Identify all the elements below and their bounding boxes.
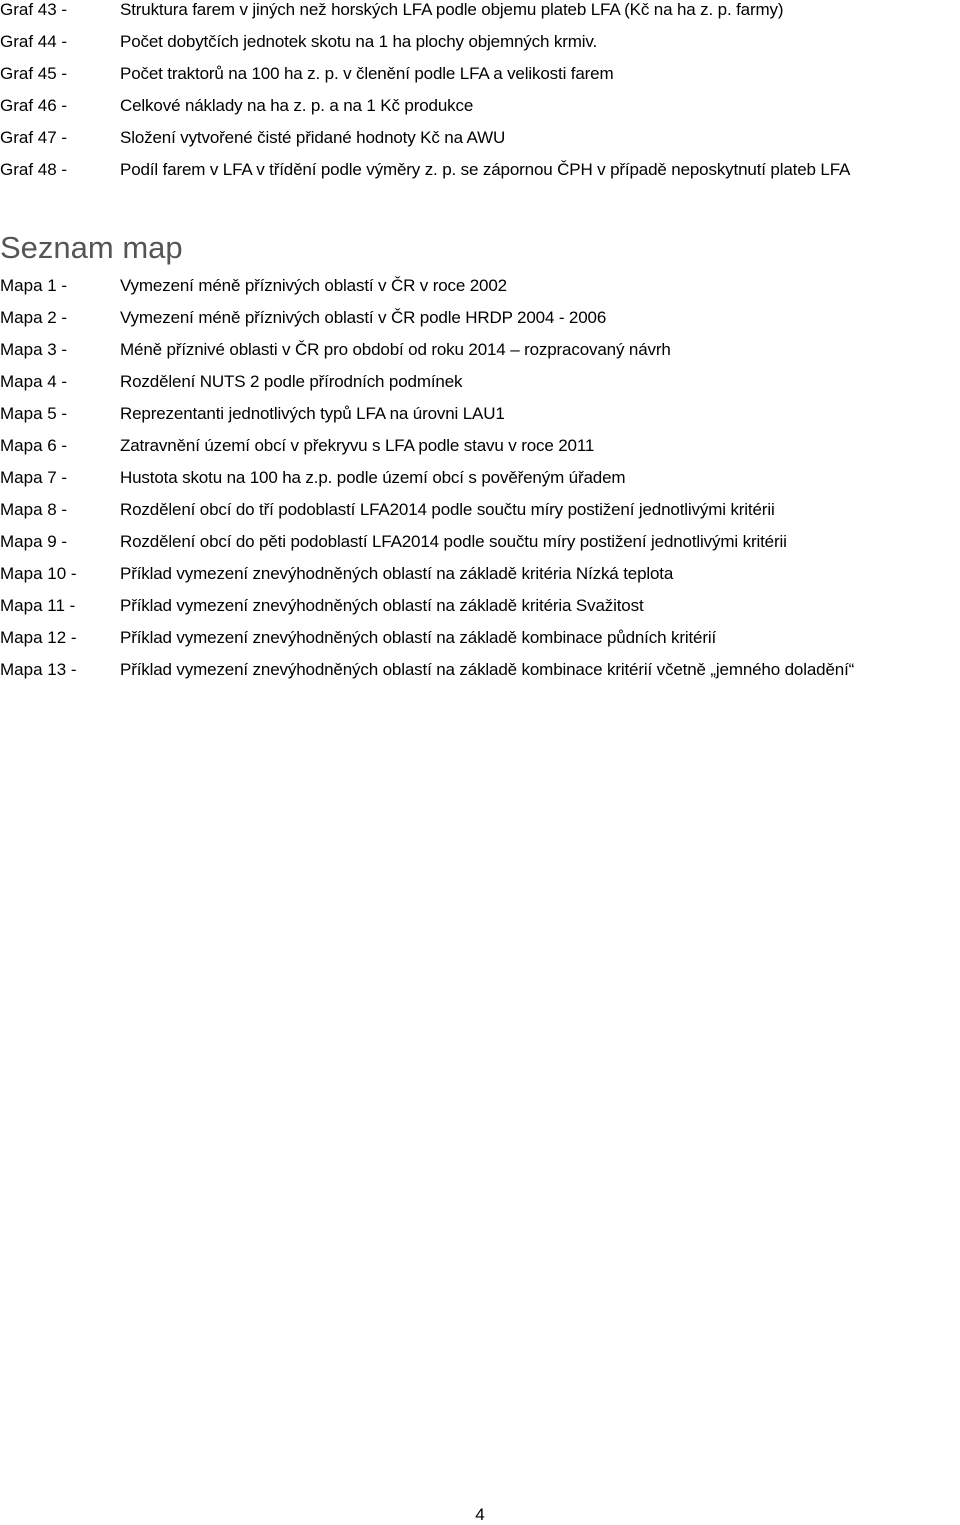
list-item-mapa-9 (0, 532, 960, 564)
item-title: Hustota skotu na 100 ha z.p. podle území obcí s pověřeným úřadem (120, 468, 626, 487)
item-title: Příklad vymezení znevýhodněných oblastí na základě kritéria Nízká teplota (120, 564, 674, 583)
list-item-graf-45 (0, 64, 960, 96)
item-label: Mapa 10 - (0, 564, 77, 583)
item-title: Rozdělení NUTS 2 podle přírodních podmínek (120, 372, 463, 391)
list-item-mapa-7 (0, 468, 960, 500)
list-item-mapa-12 (0, 628, 960, 660)
item-title: Počet dobytčích jednotek skotu na 1 ha plochy objemných krmiv. (120, 32, 598, 51)
item-label: Mapa 8 - (0, 500, 68, 519)
item-label: Mapa 11 - (0, 596, 76, 615)
graph-list (0, 0, 960, 192)
list-item-mapa-10 (0, 564, 960, 596)
item-title: Počet traktorů na 100 ha z. p. v členění podle LFA a velikosti farem (120, 64, 614, 83)
item-label: Mapa 2 - (0, 308, 68, 327)
item-title: Příklad vymezení znevýhodněných oblastí na základě kombinace kritérií včetně „jemného doladění“ (120, 660, 855, 679)
item-label: Mapa 9 - (0, 532, 68, 551)
item-label: Mapa 13 - (0, 660, 77, 679)
list-item-mapa-4 (0, 372, 960, 404)
list-item-mapa-3 (0, 340, 960, 372)
item-title: Rozdělení obcí do pěti podoblastí LFA2014 podle součtu míry postižení jednotlivými kritérii (120, 532, 787, 551)
list-item-graf-46 (0, 96, 960, 128)
item-label: Mapa 7 - (0, 468, 68, 487)
item-title: Složení vytvořené čisté přidané hodnoty Kč na AWU (120, 128, 506, 147)
item-label: Mapa 1 - (0, 276, 68, 295)
list-item-mapa-2 (0, 308, 960, 340)
item-title: Vymezení méně příznivých oblastí v ČR v roce 2002 (120, 276, 507, 295)
item-label: Graf 44 - (0, 32, 68, 51)
list-item-mapa-5 (0, 404, 960, 436)
item-label: Graf 45 - (0, 64, 68, 83)
list-item-mapa-11 (0, 596, 960, 628)
item-title: Vymezení méně příznivých oblastí v ČR podle HRDP 2004 - 2006 (120, 308, 607, 327)
item-label: Mapa 6 - (0, 436, 68, 455)
item-label: Graf 46 - (0, 96, 68, 115)
item-title: Příklad vymezení znevýhodněných oblastí na základě kombinace půdních kritérií (120, 628, 717, 647)
item-label: Mapa 3 - (0, 340, 68, 359)
list-item-mapa-8 (0, 500, 960, 532)
item-label: Mapa 12 - (0, 628, 77, 647)
item-label: Graf 48 - (0, 160, 68, 179)
item-label: Mapa 5 - (0, 404, 68, 423)
list-item-graf-44 (0, 32, 960, 64)
item-title: Příklad vymezení znevýhodněných oblastí na základě kritéria Svažitost (120, 596, 644, 615)
item-title: Celkové náklady na ha z. p. a na 1 Kč produkce (120, 96, 474, 115)
list-item-graf-48 (0, 160, 960, 192)
item-title: Zatravnění území obcí v překryvu s LFA podle stavu v roce 2011 (120, 436, 595, 455)
item-title: Podíl farem v LFA v třídění podle výměry z. p. se zápornou ČPH v případě neposkytnutí plateb LFA (120, 160, 851, 179)
item-label: Graf 43 - (0, 0, 68, 19)
list-item-mapa-1 (0, 276, 960, 308)
list-item-mapa-13 (0, 660, 960, 692)
item-title: Struktura farem v jiných než horských LFA podle objemu plateb LFA (Kč na ha z. p. farmy) (120, 0, 784, 19)
list-item-graf-47 (0, 128, 960, 160)
item-label: Graf 47 - (0, 128, 68, 147)
list-item-graf-43 (0, 0, 960, 32)
item-label: Mapa 4 - (0, 372, 68, 391)
item-title: Rozdělení obcí do tří podoblastí LFA2014 podle součtu míry postižení jednotlivými kritérii (120, 500, 775, 519)
page-number: 4 (475, 1505, 485, 1524)
section-heading-maps: Seznam map (0, 230, 183, 265)
item-title: Reprezentanti jednotlivých typů LFA na úrovni LAU1 (120, 404, 505, 423)
map-list (0, 276, 960, 692)
list-item-mapa-6 (0, 436, 960, 468)
item-title: Méně příznivé oblasti v ČR pro období od roku 2014 – rozpracovaný návrh (120, 340, 671, 359)
